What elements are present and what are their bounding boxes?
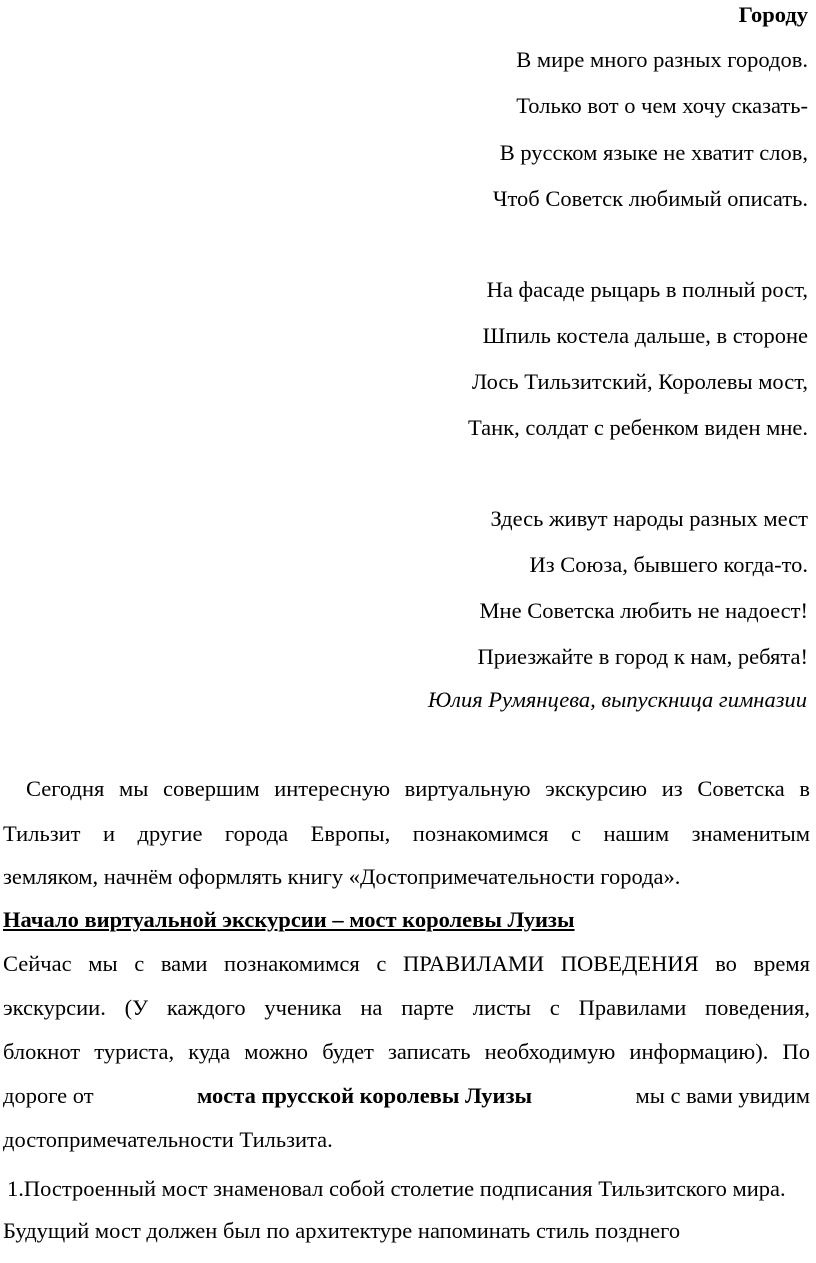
section-heading: Начало виртуальной экскурсии – мост королевы Луизы xyxy=(3,907,575,932)
paragraph-line: Сейчас мы с вами познакомимся с ПРАВИЛАМИ ПОВЕДЕНИЯ во время xyxy=(3,951,810,976)
poem-line: В русском языке не хватит слов, xyxy=(499,140,808,165)
paragraph-line: блокнот туриста, куда можно будет записать необходимую информацию). По xyxy=(3,1039,810,1064)
paragraph-line: экскурсии. (У каждого ученика на парте листы с Правилами поведения, xyxy=(3,995,810,1020)
intro-line: Сегодня мы совершим интересную виртуальную экскурсию из Советска в xyxy=(26,776,810,801)
poem-line: На фасаде рыцарь в полный рост, xyxy=(486,277,808,302)
intro-line: Тильзит и другие города Европы, познакомимся с нашим знаменитым xyxy=(3,821,810,846)
poem-line: Из Союза, бывшего когда-то. xyxy=(529,552,808,577)
paragraph-line: Будущий мост должен был по архитектуре напоминать стиль позднего xyxy=(3,1218,681,1243)
paragraph-text: дороге от xyxy=(3,1083,94,1108)
intro-line: земляком, начнём оформлять книгу «Достопримечательности города». xyxy=(3,864,681,889)
poem-line: Только вот о чем хочу сказать- xyxy=(516,93,808,118)
paragraph-line: достопримечательности Тильзита. xyxy=(3,1127,333,1152)
poem-line: Здесь живут народы разных мест xyxy=(490,506,808,531)
poem-line: Мне Советска любить не надоест! xyxy=(479,598,808,623)
poem-line: Танк, солдат с ребенком виден мне. xyxy=(467,415,808,440)
paragraph-line xyxy=(3,1081,810,1111)
poem-line: Лось Тильзитский, Королевы мост, xyxy=(471,369,808,394)
bold-bridge-name: моста прусской королевы Луизы xyxy=(197,1083,533,1108)
poem-line: Чтоб Советск любимый описать. xyxy=(492,186,808,211)
poem-author: Юлия Румянцева, выпускница гимназии xyxy=(427,687,807,712)
poem-title: Городу xyxy=(738,2,808,27)
paragraph-text: мы с вами увидим xyxy=(635,1083,810,1108)
poem-line: Приезжайте в город к нам, ребята! xyxy=(477,644,808,669)
paragraph-line: 1.Построенный мост знаменовал собой столетие подписания Тильзитского мира. xyxy=(7,1176,786,1201)
poem-line: В мире много разных городов. xyxy=(516,47,808,72)
poem-line: Шпиль костела дальше, в стороне xyxy=(482,323,808,348)
